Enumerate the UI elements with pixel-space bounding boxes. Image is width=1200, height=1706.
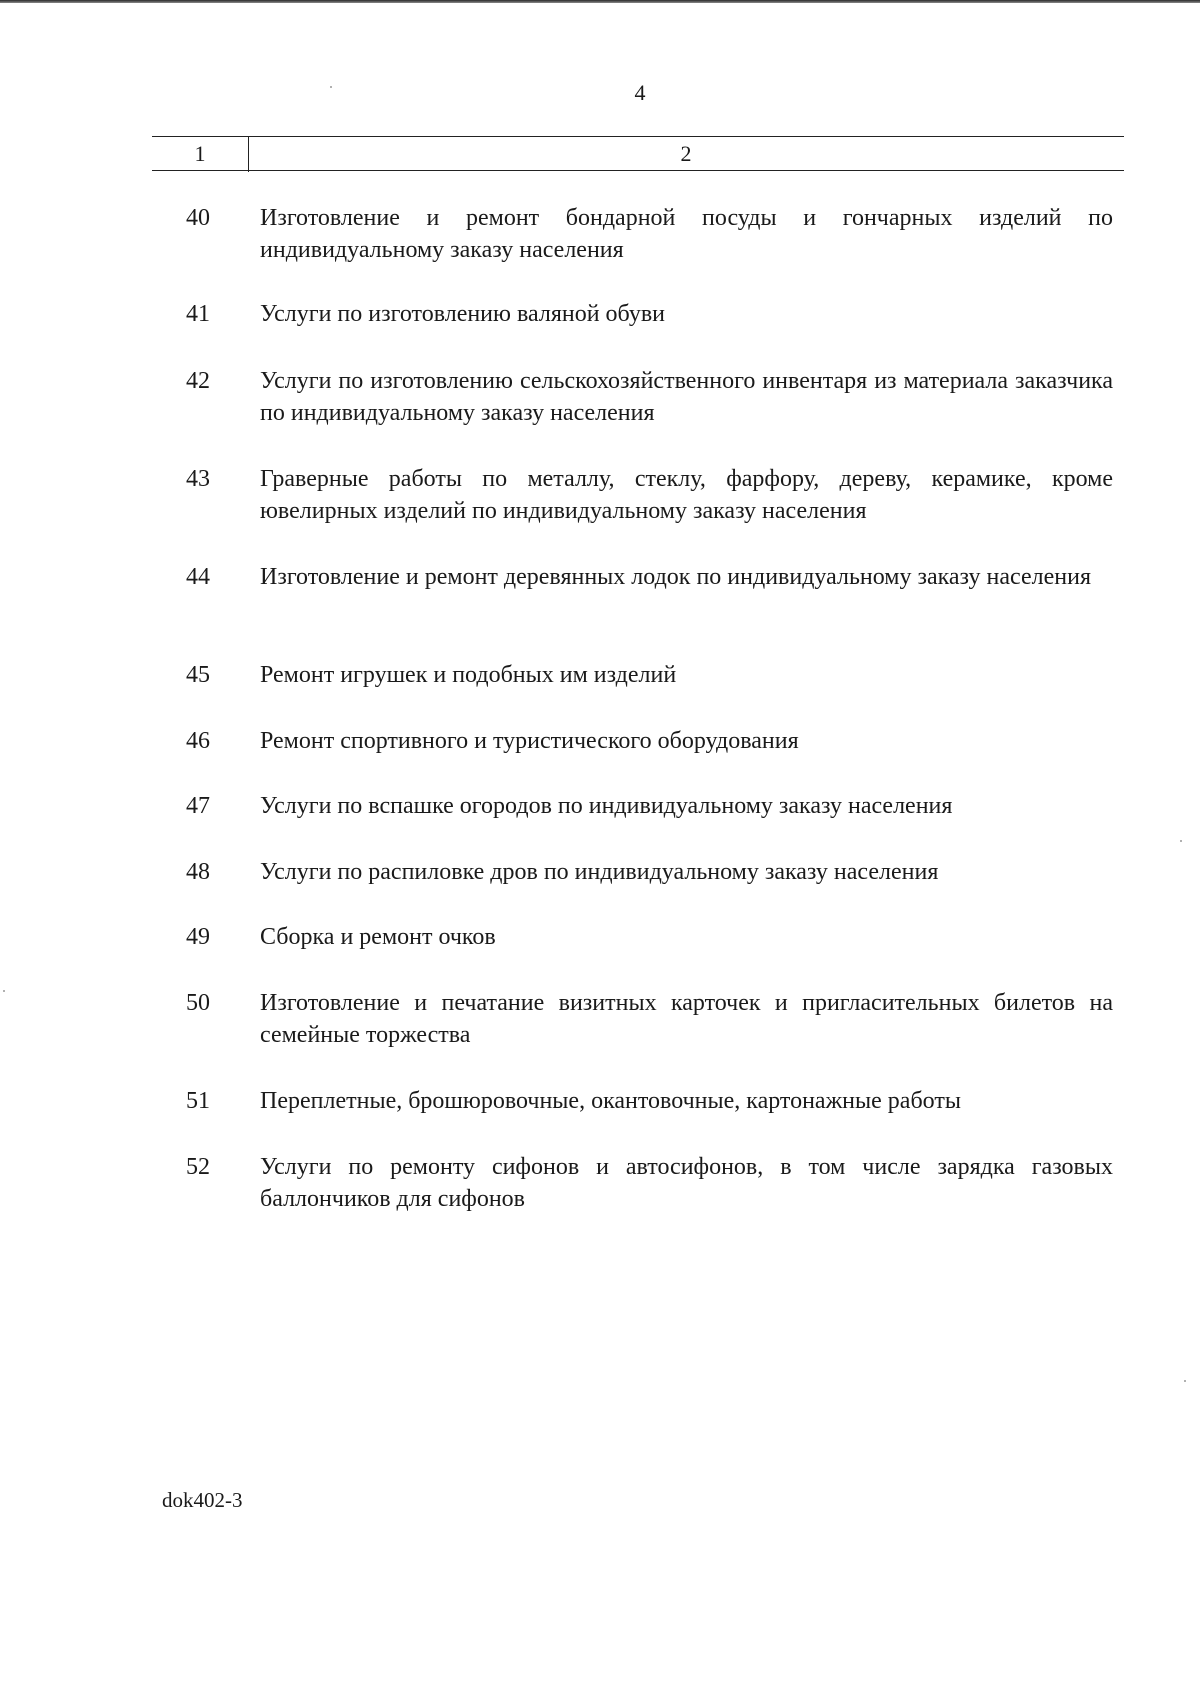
- table-header: [152, 136, 1124, 172]
- item-number: 44: [186, 564, 210, 590]
- scan-speck: [1180, 840, 1182, 842]
- table-column-divider: [248, 136, 249, 172]
- document-code: dok402-3: [162, 1488, 243, 1512]
- item-number: 41: [186, 301, 210, 327]
- item-number: 49: [186, 924, 210, 950]
- column-header-1: 1: [194, 141, 206, 166]
- column-header-2: 2: [680, 141, 692, 166]
- item-text: Услуги по ремонту сифонов и автосифонов, в том числе зарядка газовых баллончиков для сифонов: [260, 1154, 1113, 1212]
- item-text: Услуги по изготовлению валяной обуви: [260, 301, 666, 327]
- item-text: Изготовление и ремонт бондарной посуды и гончарных изделий по индивидуальному заказу населения: [260, 205, 1113, 263]
- item-text: Услуги по изготовлению сельскохозяйственного инвентаря из материала заказчика по индивидуальному заказу населения: [260, 368, 1113, 426]
- scan-edge: [0, 0, 1200, 3]
- item-number: 52: [186, 1154, 210, 1180]
- item-text: Изготовление и печатание визитных карточек и пригласительных билетов на семейные торжества: [260, 990, 1113, 1048]
- item-number: 47: [186, 793, 210, 819]
- item-text: Граверные работы по металлу, стеклу, фарфору, дереву, керамике, кроме ювелирных изделий по индивидуальному заказу населения: [260, 466, 1113, 524]
- item-number: 50: [186, 990, 210, 1016]
- item-text: Ремонт спортивного и туристического оборудования: [260, 728, 799, 754]
- item-number: 43: [186, 466, 210, 492]
- item-text: Услуги по распиловке дров по индивидуальному заказу населения: [260, 859, 939, 885]
- item-text: Переплетные, брошюровочные, окантовочные, картонажные работы: [260, 1088, 961, 1114]
- item-text: Изготовление и ремонт деревянных лодок по индивидуальному заказу населения: [260, 564, 1091, 590]
- scan-speck: [330, 86, 332, 88]
- item-number: 40: [186, 205, 210, 231]
- item-number: 51: [186, 1088, 210, 1114]
- item-text: Сборка и ремонт очков: [260, 924, 496, 950]
- table-rule-top: [152, 136, 1124, 137]
- item-number: 46: [186, 728, 210, 754]
- item-number: 45: [186, 662, 210, 688]
- item-number: 42: [186, 368, 210, 394]
- item-number: 48: [186, 859, 210, 885]
- item-text: Услуги по вспашке огородов по индивидуальному заказу населения: [260, 793, 953, 819]
- table-rule-bottom: [152, 170, 1124, 171]
- scan-speck: [1184, 1380, 1186, 1382]
- page-number: 4: [634, 80, 646, 105]
- scan-speck: [3, 990, 5, 992]
- item-text: Ремонт игрушек и подобных им изделий: [260, 662, 677, 688]
